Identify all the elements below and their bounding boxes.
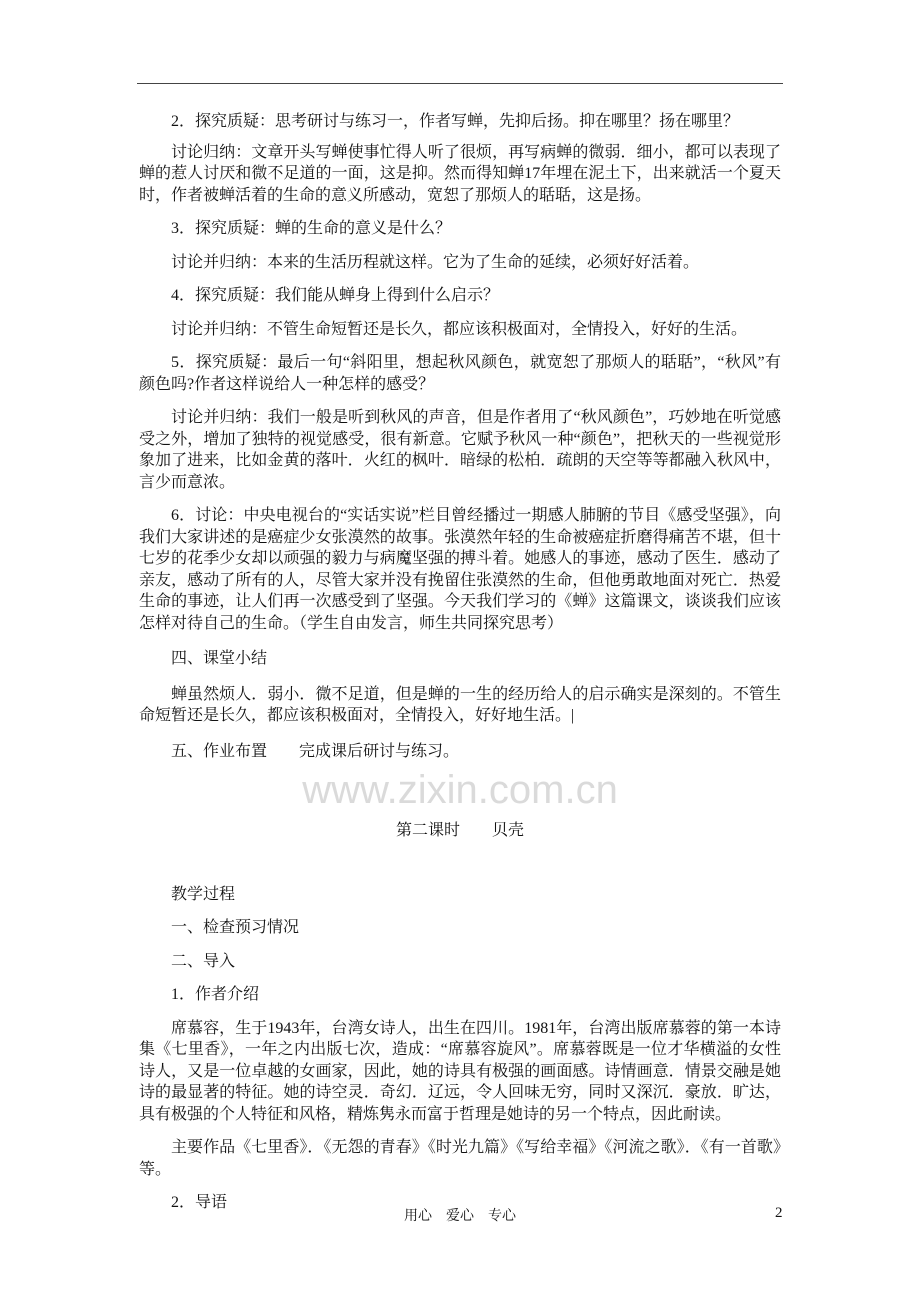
section-intro-heading: 二、导入: [171, 952, 236, 970]
homework: 五、作业布置 完成课后研讨与练习。: [171, 742, 460, 760]
discussion-6: 6．讨论：中央电视台的“实话实说”栏目曾经播过一期感人肺腑的节目《感受坚强》，向我们大家讲述的是癌症少女张漠然的故事。张漠然年轻的生命被癌症折磨得痛苦不堪，但十七岁的花季少女却以顽强的毅力与病魔坚强的搏斗着。她感人的事迹，感动了医生．感动了亲友，感动了所有的人，尽管大家并没有挽留住张漠然的生命，但他勇敢地面对死亡．热爱生命的事迹，让人们再一次感受到了坚强。今天我们学习的《蝉》这篇课文，谈谈我们应该怎样对待自己的生命。（学生自由发言，师生共同探究思考）: [139, 507, 781, 632]
lead-in-heading: 2．导语: [171, 1194, 228, 1211]
page-footer: 用心 爱心 专心: [404, 1209, 516, 1224]
major-works: 主要作品《七里香》．《无怨的青春》《时光九篇》《写给幸福》《河流之歌》．《有一首歌》等。: [139, 1139, 781, 1178]
watermark: www.zixin.com.cn: [302, 768, 618, 812]
document-body: [139, 111, 781, 1214]
section-summary-heading: 四、课堂小结: [171, 650, 268, 667]
answer-5: 讨论并归纳：我们一般是听到秋风的声音，但是作者用了“秋风颜色”，巧妙地在听觉感受之外，增加了独特的视觉感受，很有新意。它赋予秋风一种“颜色”，把秋天的一些视觉形象加了进来，比如金黄的落叶．火红的枫叶．暗绿的松柏．疏朗的天空等等都融入秋风中，言少而意浓。: [139, 409, 781, 491]
author-intro-text: 席慕容，生于1943年，台湾女诗人，出生在四川。1981年，台湾出版席慕蓉的第一本诗集《七里香》，一年之内出版七次，造成：“席慕容旋风”。席慕蓉既是一位才华横溢的女性诗人，又是一位卓越的女画家，因此，她的诗具有极强的画面感。诗情画意．情景交融是她诗的最显著的特征。她的诗空灵．奇幻．辽远，令人回味无穷，同时又深沉．豪放．旷达，具有极强的个人特征和风格，精炼隽永而富于哲理是她诗的另一个特点，因此耐读。: [139, 1019, 781, 1123]
page-number: 2: [775, 1205, 783, 1221]
answer-4: 讨论并归纳：不管生命短暂还是长久，都应该积极面对，全情投入，好好的生活。: [171, 320, 748, 338]
question-2: 2．探究质疑：思考研讨与练习一，作者写蝉，先抑后扬。抑在哪里？扬在哪里？: [171, 113, 740, 130]
section-preview-heading: 一、检查预习情况: [171, 919, 300, 936]
answer-3: 讨论并归纳：本来的生活历程就这样。它为了生命的延续，必须好好活着。: [171, 253, 700, 271]
author-intro-heading: 1．作者介绍: [171, 986, 260, 1003]
question-4: 4．探究质疑：我们能从蝉身上得到什么启示？: [171, 287, 500, 304]
teaching-process-heading: 教学过程: [171, 885, 236, 903]
header-rule: [137, 83, 783, 84]
summary-text: 蝉虽然烦人．弱小．微不足道，但是蝉的一生的经历给人的启示确实是深刻的。不管生命短暂还是长久，都应该积极面对，全情投入，好好地生活。|: [139, 685, 781, 724]
question-5: 5．探究质疑：最后一句“斜阳里，想起秋风颜色，就宽恕了那烦人的聒聒”，“秋风”有颜色吗?作者这样说给人一种怎样的感受？: [139, 354, 781, 393]
lesson-title: 第二课时 贝壳: [395, 822, 524, 839]
answer-2: 讨论归纳：文章开头写蝉使事忙得人听了很烦，再写病蝉的微弱．细小，都可以表现了蝉的惹人讨厌和微不足道的一面，这是抑。然而得知蝉17年埋在泥土下，出来就活一个夏天时，作者被蝉活着的生命的意义所感动，宽恕了那烦人的聒聒，这是扬。: [139, 143, 781, 204]
question-3: 3．探究质疑：蝉的生命的意义是什么？: [171, 220, 452, 237]
